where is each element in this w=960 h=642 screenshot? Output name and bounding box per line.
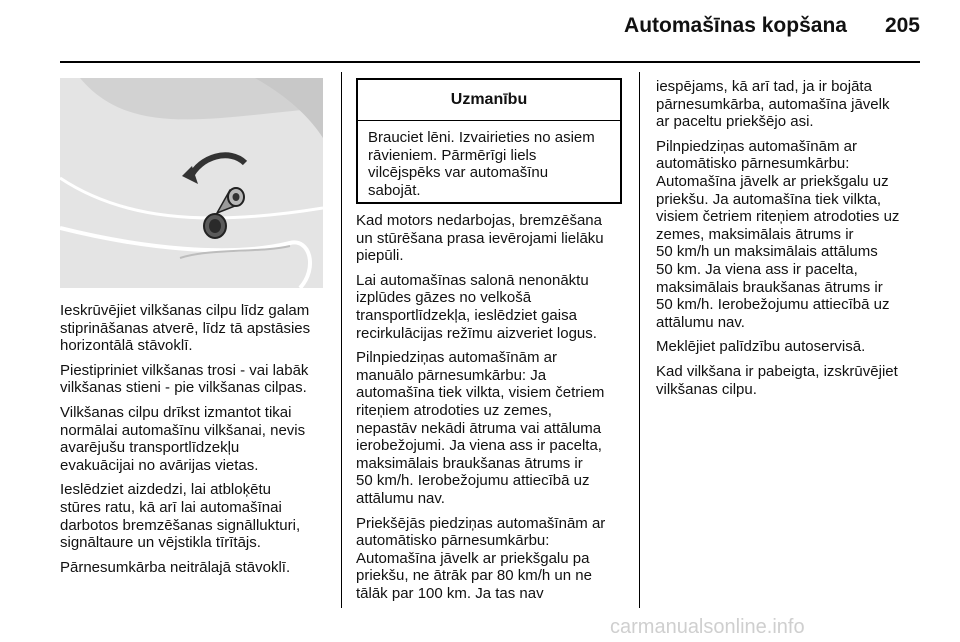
paragraph: Lai automašīnas salonā nenonāktu izplūdes gāzes no velkošā transportlīdzekļa, ieslēdziet gaisa recirkulācijas režīmu aizveriet logus. xyxy=(356,271,597,342)
column-middle xyxy=(356,212,626,609)
warning-box xyxy=(356,78,622,204)
paragraph: Ieskrūvējiet vilkšanas cilpu līdz galam stiprināšanas atverē, līdz tā apstāsies horizontālā stāvoklī. xyxy=(60,302,311,355)
paragraph: Pārnesumkārba neitrālajā stāvoklī. xyxy=(60,558,291,576)
column-divider-left xyxy=(341,72,342,608)
paragraph: Ieslēdziet aizdedzi, lai atbloķētu stūres ratu, kā arī lai automašīnai darbotos bremzēšanas signāllukturi, signāltaure un vējstikla tīrītājs. xyxy=(60,481,301,552)
paragraph: Priekšējās piedziņas automašīnām ar automātisko pārnesumkārbu: Automašīna jāvelk ar priekšgalu pa priekšu, ne ātrāk par 80 km/h un ne tālāk par 100 km. Ja tas nav xyxy=(356,514,606,602)
page-number: 205 xyxy=(884,14,920,37)
warning-text: Brauciet lēni. Izvairieties no asiem rāvieniem. Pārmērīgi liels vilcējspēks var automašīnu sabojāt. xyxy=(368,129,595,199)
paragraph: Kad vilkšana ir pabeigta, izskrūvējiet vilkšanas cilpu. xyxy=(656,362,898,398)
paragraph: Pilnpiedziņas automašīnām ar automātisko pārnesumkārbu: Automašīna jāvelk ar priekšgalu uz priekšu. Ja automašīna tiek vilkta, visiem četriem riteņiem atrodoties uz zemes, maksimālais ātrums ir 50 km/h un maksimālais attālums 50 km. Ja viena ass ir pacelta, maksimālais braukšanas ātrums ir 50 km/h. Ierobežojumu attiecībā uz attālumu nav. xyxy=(656,137,900,331)
paragraph: Kad motors nedarbojas, bremzēšana un stūrēšana prasa ievērojami lielāku piepūli. xyxy=(356,212,604,265)
watermark: carmanualsonline.info xyxy=(610,616,805,638)
tow-eye-installation-icon xyxy=(60,78,323,288)
page-header xyxy=(624,14,920,44)
paragraph: Vilkšanas cilpu drīkst izmantot tikai normālai automašīnu vilkšanai, nevis avarējušu transportlīdzekļu evakuācijai no avārijas vietas. xyxy=(60,403,306,474)
column-divider-right xyxy=(639,72,640,608)
paragraph: Piestipriniet vilkšanas trosi - vai labāk vilkšanas stieni - pie vilkšanas cilpas. xyxy=(60,361,309,397)
tow-eye-illustration xyxy=(60,78,323,288)
column-left xyxy=(60,302,328,583)
header-rule xyxy=(60,61,920,63)
warning-title: Uzmanību xyxy=(358,80,620,121)
paragraph: Pilnpiedziņas automašīnām ar manuālo pārnesumkārbu: Ja automašīna tiek vilkta, visiem četriem riteņiem atrodoties uz zemes, nepastāv nekādi ātruma vai attāluma ierobežojumi. Ja viena ass ir pacelta, maksimālais braukšanas ātrums ir 50 km/h. Ierobežojumu attiecībā uz attālumu nav. xyxy=(356,349,605,507)
column-right xyxy=(656,78,924,405)
page-title: Automašīnas kopšana xyxy=(624,14,847,37)
paragraph: Meklējiet palīdzību autoservisā. xyxy=(656,338,866,356)
paragraph: iespējams, kā arī tad, ja ir bojāta pārnesumkārba, automašīna jāvelk ar paceltu priekšējo asi. xyxy=(656,78,890,131)
